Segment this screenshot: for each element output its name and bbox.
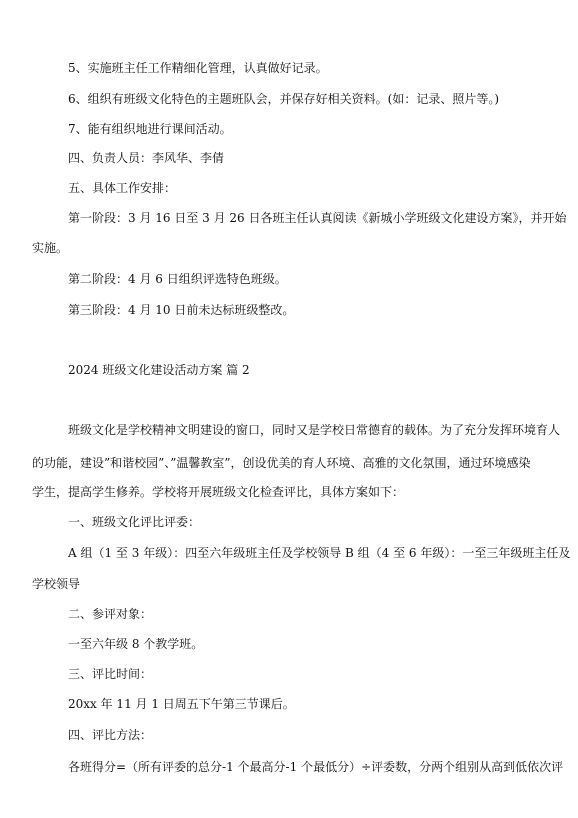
list-item: 5、实施班主任工作精细化管理，认真做好记录。 [68,61,328,75]
schedule-heading: 五、具体工作安排： [68,181,177,195]
judges-line: A 组（1 至 3 年级）：四至六年级班主任及学校领导 B 组（4 至 6 年级）：一至三年级班主任及 [68,546,571,560]
phase-2-line: 第二阶段：4 月 6 日组织评选特色班级。 [68,272,287,286]
participants-heading: 二、参评对象： [68,607,153,621]
judges-heading: 一、班级文化评比评委： [68,515,201,529]
intro-paragraph-line: 学生，提高学生修养。学校将开展班级文化检查评比，具体方案如下： [32,485,405,499]
intro-paragraph-line: 的功能，建设”和谐校园”、”温馨教室”，创设优美的育人环境、高雅的文化氛围，通过环境感染 [32,456,531,470]
phase-3-line: 第三阶段：4 月 10 日前未达标班级整改。 [68,303,295,317]
intro-paragraph-line: 班级文化是学校精神文明建设的窗口，同时又是学校日常德育的载体。为了充分发挥环境育人 [68,423,561,437]
phase-1-line: 第一阶段：3 月 16 日至 3 月 26 日各班主任认真阅读《新城小学班级文化建设方案》，并开始 [68,211,567,225]
method-heading: 四、评比方法： [68,728,153,742]
participants-text: 一至六年级 8 个教学班。 [68,637,204,651]
section-title: 2024 班级文化建设活动方案 篇 2 [68,363,250,377]
time-heading: 三、评比时间： [68,667,153,681]
phase-1-line: 实施。 [32,241,69,255]
list-item: 6、组织有班级文化特色的主题班队会，并保存好相关资料。(如：记录、照片等。) [68,92,500,106]
judges-line: 学校领导 [32,577,81,591]
responsible-persons: 四、负责人员：李风华、李倩 [68,151,225,165]
time-text: 20xx 年 11 月 1 日周五下午第三节课后。 [68,697,295,711]
list-item: 7、能有组织地进行课间活动。 [68,122,232,136]
method-text: 各班得分=（所有评委的总分-1 个最高分-1 个最低分）÷评委数，分两个组别从高到低依次评 [68,760,564,774]
